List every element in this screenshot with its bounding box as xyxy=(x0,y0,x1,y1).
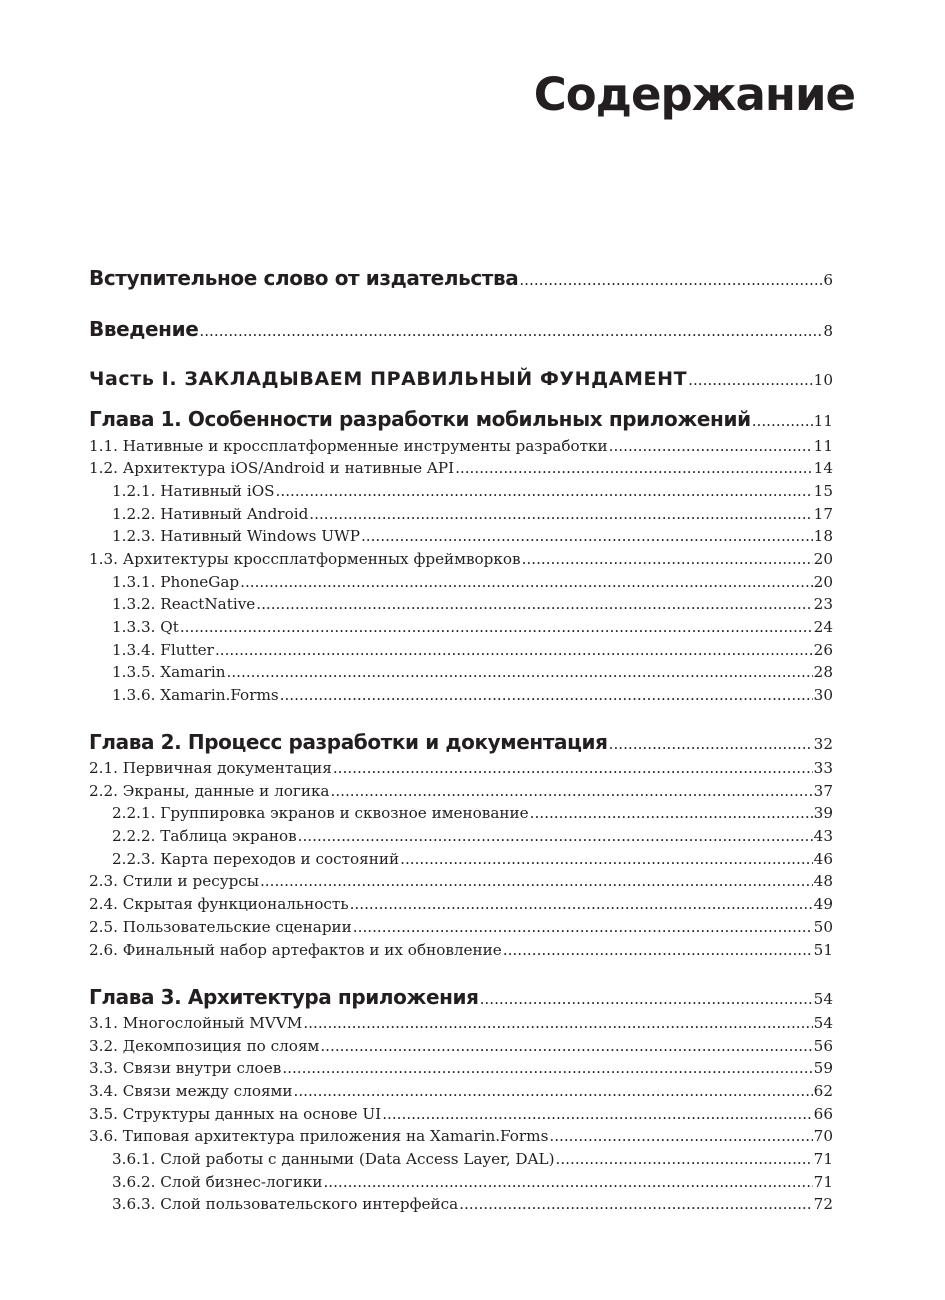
toc-entry-label: 3.1. Многослойный MVVM xyxy=(89,1014,303,1032)
toc-entry-page: 28 xyxy=(813,663,833,681)
toc-entry-label: 2.5. Пользовательские сценарии xyxy=(89,918,352,936)
toc-entry-page: 49 xyxy=(813,895,833,913)
toc-entry-label: 3.6.1. Слой работы с данными (Data Access Layer, DAL) xyxy=(112,1150,555,1168)
toc-entry-label: 3.3. Связи внутри слоев xyxy=(89,1059,282,1077)
toc-entry-page: 62 xyxy=(813,1082,833,1100)
toc-leader-dots xyxy=(280,685,813,705)
toc-entry[interactable] xyxy=(89,826,833,846)
toc-leader-dots xyxy=(480,986,813,1012)
toc-entry-page: 37 xyxy=(813,782,833,800)
toc-entry-page: 71 xyxy=(813,1150,833,1168)
toc-entry-page: 54 xyxy=(813,1014,833,1032)
toc-entry-label: 2.2.1. Группировка экранов и сквозное именование xyxy=(112,804,529,822)
toc-entry-page: 26 xyxy=(813,641,833,659)
toc-entry-page: 6 xyxy=(823,271,833,289)
toc-entry-label: 1.2.2. Нативный Android xyxy=(112,505,309,523)
toc-entry[interactable] xyxy=(89,458,833,478)
toc-leader-dots xyxy=(260,871,813,891)
toc-entry-page: 20 xyxy=(813,573,833,591)
toc-entry-page: 70 xyxy=(813,1127,833,1145)
toc-entry-label: 3.2. Декомпозиция по слоям xyxy=(89,1037,320,1055)
toc-entry-label: 3.5. Структуры данных на основе UI xyxy=(89,1105,382,1123)
toc-leader-dots xyxy=(323,1172,812,1192)
toc-entry[interactable] xyxy=(89,849,833,869)
toc-entry-page: 66 xyxy=(813,1105,833,1123)
toc-entry[interactable] xyxy=(89,549,833,569)
toc-entry-label: 2.2. Экраны, данные и логика xyxy=(89,782,330,800)
toc-entry-label: 1.1. Нативные и кроссплатформенные инструменты разработки xyxy=(89,437,608,455)
toc-entry[interactable] xyxy=(89,894,833,914)
toc-entry[interactable] xyxy=(89,1194,833,1214)
toc-entry-label: 1.3.6. Xamarin.Forms xyxy=(112,686,279,704)
toc-entry-page: 11 xyxy=(813,412,833,430)
toc-entry-page: 11 xyxy=(813,437,833,455)
toc-leader-dots xyxy=(294,1081,813,1101)
toc-entry-label: 1.3. Архитектуры кроссплатформенных фреймворков xyxy=(89,550,521,568)
toc-entry-page: 24 xyxy=(813,618,833,636)
toc-entry-label: Вступительное слово от издательства xyxy=(89,266,519,290)
toc-entry-label: 3.4. Связи между слоями xyxy=(89,1082,293,1100)
toc-leader-dots xyxy=(353,917,813,937)
toc-entry-label: Глава 2. Процесс разработки и документация xyxy=(89,730,608,754)
toc-entry-page: 23 xyxy=(813,595,833,613)
toc-entry-page: 54 xyxy=(813,990,833,1008)
toc-entry-page: 32 xyxy=(813,735,833,753)
toc-entry[interactable] xyxy=(89,1149,833,1169)
toc-entry-label: 2.6. Финальный набор артефактов и их обновление xyxy=(89,941,502,959)
toc-entry-label: 1.3.5. Xamarin xyxy=(112,663,226,681)
toc-entry[interactable] xyxy=(89,1104,833,1124)
toc-leader-dots xyxy=(459,1194,813,1214)
toc-entry-page: 39 xyxy=(813,804,833,822)
toc-entry-label: 2.2.2. Таблица экранов xyxy=(112,827,297,845)
toc-entry-label: 1.3.3. Qt xyxy=(112,618,179,636)
toc-entry-page: 18 xyxy=(813,527,833,545)
toc-entry[interactable] xyxy=(89,1058,833,1078)
toc-entry-page: 14 xyxy=(813,459,833,477)
toc-leader-dots xyxy=(256,594,812,614)
toc-entry[interactable] xyxy=(89,940,833,960)
toc-entry-page: 50 xyxy=(813,918,833,936)
toc-leader-dots xyxy=(331,781,813,801)
toc-leader-dots xyxy=(180,617,813,637)
toc-entry-label: Глава 3. Архитектура приложения xyxy=(89,985,479,1009)
toc-entry[interactable] xyxy=(89,1172,833,1192)
toc-entry-page: 46 xyxy=(813,850,833,868)
toc-leader-dots xyxy=(556,1149,813,1169)
toc-leader-dots xyxy=(549,1126,812,1146)
toc-entry-label: 1.2. Архитектура iOS/Android и нативные API xyxy=(89,459,455,477)
toc-entry-page: 48 xyxy=(813,872,833,890)
toc-leader-dots xyxy=(609,731,813,757)
toc-entry[interactable] xyxy=(89,594,833,614)
toc-entry-label: 3.6. Типовая архитектура приложения на Xamarin.Forms xyxy=(89,1127,549,1145)
toc-entry[interactable] xyxy=(89,662,833,682)
toc-entry[interactable] xyxy=(89,803,833,823)
toc-leader-dots xyxy=(276,481,813,501)
toc-entry-page: 20 xyxy=(813,550,833,568)
toc-entry-page: 15 xyxy=(813,482,833,500)
toc-entry-label: 1.2.1. Нативный iOS xyxy=(112,482,275,500)
toc-leader-dots xyxy=(522,549,813,569)
toc-entry-page: 71 xyxy=(813,1173,833,1191)
toc-entry-label: Введение xyxy=(89,317,199,341)
toc-leader-dots xyxy=(303,1013,812,1033)
toc-leader-dots xyxy=(215,640,813,660)
toc-entry-page: 10 xyxy=(813,371,833,389)
toc-entry[interactable] xyxy=(89,572,833,592)
toc-entry[interactable] xyxy=(89,406,833,434)
page-title: Содержание xyxy=(533,68,855,121)
toc-entry-label: 2.1. Первичная документация xyxy=(89,759,332,777)
toc-entry-page: 33 xyxy=(813,759,833,777)
toc-entry-label: Глава 1. Особенности разработки мобильных приложений xyxy=(89,407,751,431)
toc-entry-page: 56 xyxy=(813,1037,833,1055)
toc-entry[interactable] xyxy=(89,265,833,293)
toc-leader-dots xyxy=(752,408,813,434)
toc-leader-dots xyxy=(688,368,813,392)
toc-entry-page: 72 xyxy=(813,1195,833,1213)
toc-entry-label: 2.3. Стили и ресурсы xyxy=(89,872,259,890)
toc-leader-dots xyxy=(333,758,813,778)
toc-leader-dots xyxy=(455,458,813,478)
toc-entry-label: 1.2.3. Нативный Windows UWP xyxy=(112,527,360,545)
toc-entry[interactable] xyxy=(89,504,833,524)
toc-leader-dots xyxy=(320,1036,812,1056)
toc-leader-dots xyxy=(350,894,813,914)
toc-entry-label: 1.3.2. ReactNative xyxy=(112,595,256,613)
toc-leader-dots xyxy=(400,849,813,869)
toc-entry-label: 1.3.1. PhoneGap xyxy=(112,573,240,591)
toc-entry[interactable] xyxy=(89,617,833,637)
toc-entry-page: 30 xyxy=(813,686,833,704)
toc-entry-label: 1.3.4. Flutter xyxy=(112,641,214,659)
toc-entry-page: 17 xyxy=(813,505,833,523)
toc-entry-page: 8 xyxy=(823,322,833,340)
toc-leader-dots xyxy=(227,662,813,682)
toc-leader-dots xyxy=(503,940,813,960)
toc-entry[interactable] xyxy=(89,758,833,778)
toc-entry-label: 3.6.2. Слой бизнес-логики xyxy=(112,1173,323,1191)
toc-entry[interactable] xyxy=(89,984,833,1012)
toc-leader-dots xyxy=(361,526,813,546)
toc-leader-dots xyxy=(519,267,822,293)
toc-entry[interactable] xyxy=(89,640,833,660)
toc-entry-page: 51 xyxy=(813,941,833,959)
toc-entry[interactable] xyxy=(89,367,833,392)
toc-leader-dots xyxy=(298,826,813,846)
toc-entry[interactable] xyxy=(89,1081,833,1101)
toc-entry[interactable] xyxy=(89,1013,833,1033)
toc-entry[interactable] xyxy=(89,729,833,757)
toc-leader-dots xyxy=(530,803,813,823)
toc-entry[interactable] xyxy=(89,436,833,456)
toc-leader-dots xyxy=(199,318,822,344)
toc-entry[interactable] xyxy=(89,1036,833,1056)
toc-entry-page: 59 xyxy=(813,1059,833,1077)
toc-leader-dots xyxy=(609,436,813,456)
toc-entry[interactable] xyxy=(89,1126,833,1146)
toc-leader-dots xyxy=(282,1058,812,1078)
toc-leader-dots xyxy=(382,1104,812,1124)
toc-entry[interactable] xyxy=(89,871,833,891)
toc-entry-label: 2.2.3. Карта переходов и состояний xyxy=(112,850,400,868)
toc-entry[interactable] xyxy=(89,685,833,705)
toc-entry-page: 43 xyxy=(813,827,833,845)
toc-entry[interactable] xyxy=(89,917,833,937)
toc-entry-label: 3.6.3. Слой пользовательского интерфейса xyxy=(112,1195,459,1213)
toc-leader-dots xyxy=(309,504,812,524)
toc-entry[interactable] xyxy=(89,526,833,546)
toc-entry[interactable] xyxy=(89,781,833,801)
toc-entry-label: Часть I. ЗАКЛАДЫВАЕМ ПРАВИЛЬНЫЙ ФУНДАМЕНТ xyxy=(89,368,688,390)
toc-entry-label: 2.4. Скрытая функциональность xyxy=(89,895,349,913)
toc-entry[interactable] xyxy=(89,316,833,344)
toc-leader-dots xyxy=(240,572,813,592)
toc-entry[interactable] xyxy=(89,481,833,501)
